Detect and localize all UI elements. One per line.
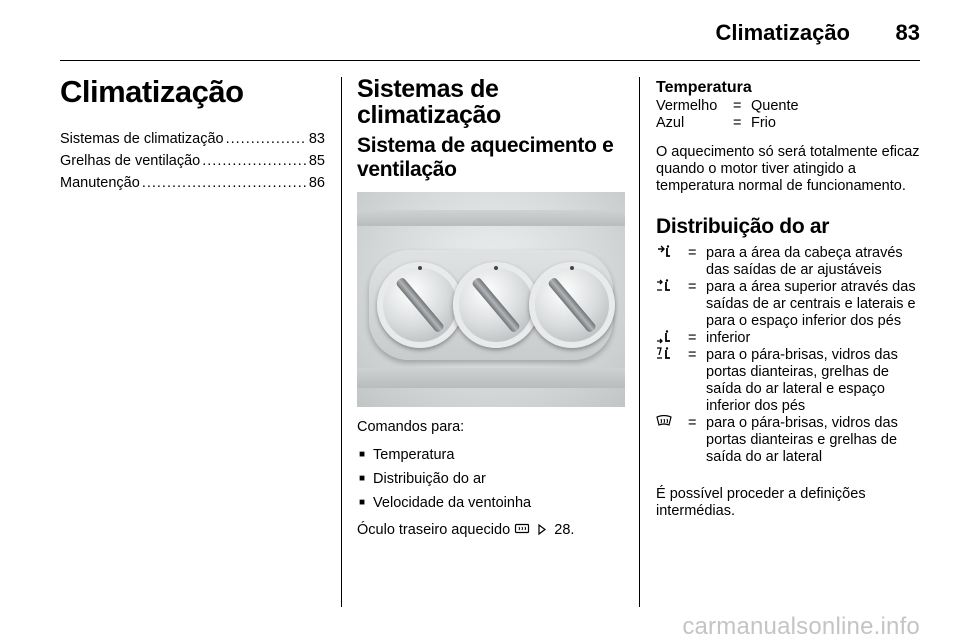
toc-page: 85 [308, 153, 325, 169]
toc-item[interactable] [60, 150, 325, 172]
toc-label: Grelhas de ventilação [60, 153, 201, 169]
toc-leader [226, 128, 307, 150]
airflow-windscreen-feet-icon [656, 347, 688, 415]
rear-window-heater-icon [514, 522, 530, 538]
controls-list [357, 444, 625, 516]
defrost-windscreen-icon [656, 415, 688, 466]
section-title: Sistemas de climatização [357, 75, 501, 129]
systems-column [357, 70, 625, 547]
page-number: 83 [895, 20, 920, 45]
control-panel-photo [357, 192, 625, 407]
column-divider-2 [639, 77, 640, 607]
column-divider-1 [341, 77, 342, 607]
toc-leader [142, 172, 307, 194]
air-distribution-knob [529, 262, 615, 348]
list-item: = para a área superior através das saídas de ar centrais e laterais e para o espaço inferior dos pés [656, 279, 924, 330]
heating-note: O aquecimento só será totalmente eficaz quando o motor tiver atingido a temperatura normal de funcionamento. [656, 144, 920, 194]
list-item: ■ Temperatura [357, 444, 625, 468]
list-item: = para o pára-brisas, vidros das portas dianteiras e grelhas de saída do ar lateral [656, 415, 924, 466]
table-row: Azul = Frio [656, 115, 776, 131]
settings-column [656, 70, 924, 528]
temperature-knob [377, 262, 463, 348]
toc-page: 86 [308, 175, 325, 191]
toc-label: Sistemas de climatização [60, 131, 224, 147]
list-item: = para o pára-brisas, vidros das portas dianteiras, grelhas de saída do ar lateral e espaço inferior dos pés [656, 347, 924, 415]
list-item: ■ Velocidade da ventoinha [357, 492, 625, 516]
toc-item[interactable] [60, 128, 325, 150]
distribution-list [656, 245, 924, 466]
temperature-heading: Temperatura [656, 79, 752, 96]
header-rule [60, 60, 920, 61]
airflow-feet-icon [656, 330, 688, 347]
final-note: É possível proceder a definições intermédias. [656, 486, 866, 519]
dash-trim [357, 368, 625, 388]
dash-trim [357, 210, 625, 226]
control-panel [369, 250, 613, 360]
toc-label: Manutenção [60, 175, 140, 191]
distribution-heading: Distribuição do ar [656, 215, 830, 238]
rear-window-note: Óculo traseiro aquecido 28. [357, 522, 575, 538]
header-title: Climatização [715, 20, 850, 45]
chapter-title: Climatização [60, 74, 244, 109]
toc-column [60, 70, 325, 194]
table-of-contents [60, 128, 325, 194]
table-row: Vermelho = Quente [656, 98, 799, 114]
airflow-head-icon [656, 245, 688, 279]
fan-speed-knob [453, 262, 539, 348]
page-reference-icon [534, 522, 550, 538]
subsection-title: Sistema de aquecimento e ventilação [357, 134, 614, 181]
list-item: ■ Distribuição do ar [357, 468, 625, 492]
temperature-table [656, 98, 799, 132]
controls-intro: Comandos para: [357, 419, 465, 435]
toc-item[interactable] [60, 172, 325, 194]
list-item: = inferior [656, 330, 924, 347]
page-reference[interactable]: 28. [554, 522, 575, 538]
watermark: carmanualsonline.info [682, 613, 920, 640]
list-item: = para a área da cabeça através das saídas de ar ajustáveis [656, 245, 924, 279]
airflow-upper-icon [656, 279, 688, 330]
toc-page: 83 [308, 131, 325, 147]
toc-leader [202, 150, 307, 172]
